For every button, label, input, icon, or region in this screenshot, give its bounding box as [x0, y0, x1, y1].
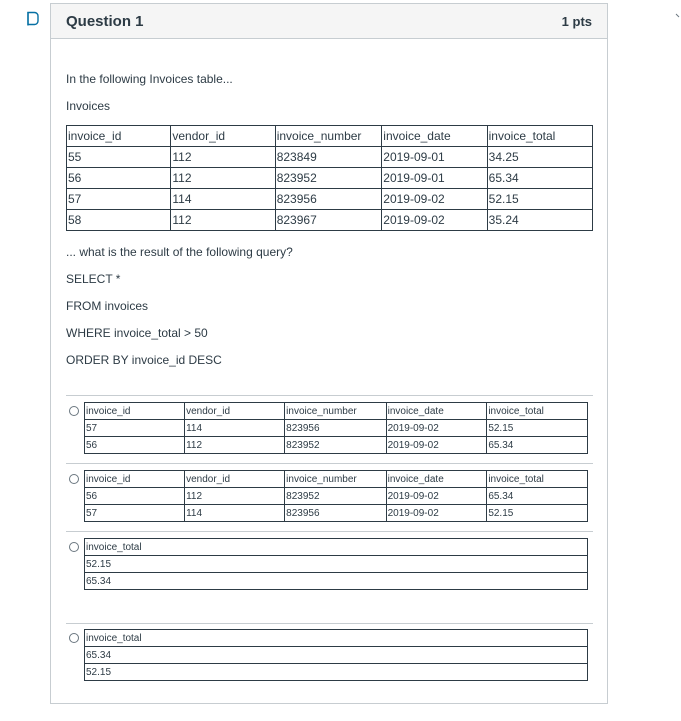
query-line-order: ORDER BY invoice_id DESC — [66, 353, 222, 367]
radio-button-icon[interactable] — [69, 633, 79, 643]
header-cell: invoice_id — [85, 471, 185, 488]
header-cell: invoice_total — [487, 471, 588, 488]
table-cell: 2019-09-01 — [382, 168, 487, 189]
table-cell: 2019-09-02 — [382, 210, 487, 231]
table-cell: 56 — [85, 488, 185, 505]
table-cell: 112 — [185, 437, 285, 454]
table-cell: 57 — [85, 420, 185, 437]
table-cell: 65.34 — [487, 488, 588, 505]
header-cell: invoice_date — [386, 471, 487, 488]
table-row — [85, 556, 588, 573]
table-caption: Invoices — [66, 99, 111, 113]
table-cell: 52.15 — [85, 664, 588, 681]
table-cell: 2019-09-01 — [382, 147, 487, 168]
table-cell: 2019-09-02 — [386, 437, 487, 454]
answer-divider — [66, 395, 593, 396]
header-cell: invoice_total — [85, 630, 588, 647]
table-cell: 823952 — [285, 437, 386, 454]
answer-table-2 — [84, 470, 588, 522]
header-cell: invoice_date — [386, 403, 487, 420]
table-cell: 35.24 — [487, 210, 592, 231]
table-cell: 34.25 — [487, 147, 592, 168]
table-cell: 52.15 — [85, 556, 588, 573]
table-cell: 114 — [185, 505, 285, 522]
radio-button-icon[interactable] — [69, 406, 79, 416]
table-cell: 112 — [171, 168, 275, 189]
query-line-select: SELECT * — [66, 272, 121, 286]
table-row — [67, 189, 593, 210]
header-cell: invoice_number — [275, 126, 382, 147]
answer-divider — [66, 463, 593, 464]
table-cell: 57 — [67, 189, 171, 210]
table-cell: 823956 — [275, 189, 382, 210]
header-cell: invoice_total — [85, 539, 588, 556]
table-cell: 65.34 — [487, 168, 592, 189]
header-cell: invoice_number — [285, 403, 386, 420]
table-cell: 823952 — [275, 168, 382, 189]
header-cell: invoice_id — [85, 403, 185, 420]
table-cell: 55 — [67, 147, 171, 168]
table-cell: 2019-09-02 — [386, 488, 487, 505]
table-cell: 114 — [185, 420, 285, 437]
table-cell: 52.15 — [487, 189, 592, 210]
table-header-row — [85, 403, 588, 420]
table-header-row — [67, 126, 593, 147]
table-row — [85, 647, 588, 664]
header-cell: invoice_date — [382, 126, 487, 147]
table-cell: 58 — [67, 210, 171, 231]
invoices-table — [66, 125, 593, 231]
header-cell: vendor_id — [185, 471, 285, 488]
table-cell: 2019-09-02 — [386, 420, 487, 437]
question-points: 1 pts — [561, 14, 592, 29]
table-row — [85, 437, 588, 454]
question-card — [50, 3, 608, 704]
table-cell: 56 — [67, 168, 171, 189]
answer-divider — [66, 623, 593, 624]
table-cell: 823952 — [285, 488, 386, 505]
table-cell: 112 — [171, 210, 275, 231]
answer-table-4 — [84, 629, 588, 681]
table-cell: 114 — [171, 189, 275, 210]
header-cell: invoice_total — [487, 126, 592, 147]
table-cell: 823956 — [285, 420, 386, 437]
answer-divider — [66, 531, 593, 532]
answer-table-3 — [84, 538, 588, 590]
table-header-row — [85, 539, 588, 556]
answer-table-1 — [84, 402, 588, 454]
edge-mark-icon — [675, 10, 681, 22]
table-row — [67, 210, 593, 231]
table-cell: 52.15 — [487, 505, 588, 522]
query-line-from: FROM invoices — [66, 299, 149, 313]
question-intro: In the following Invoices table... — [66, 72, 233, 86]
table-row — [85, 420, 588, 437]
question-prompt: ... what is the result of the following query? — [66, 245, 293, 259]
header-cell: invoice_number — [285, 471, 386, 488]
table-cell: 65.34 — [85, 573, 588, 590]
table-cell: 65.34 — [487, 437, 588, 454]
table-header-row — [85, 471, 588, 488]
table-cell: 57 — [85, 505, 185, 522]
table-cell: 65.34 — [85, 647, 588, 664]
table-row — [67, 168, 593, 189]
question-header — [51, 4, 607, 39]
table-cell: 823967 — [275, 210, 382, 231]
query-line-where: WHERE invoice_total > 50 — [66, 326, 208, 340]
table-cell: 112 — [185, 488, 285, 505]
radio-button-icon[interactable] — [69, 542, 79, 552]
flag-question-icon[interactable] — [26, 11, 39, 26]
table-row — [85, 488, 588, 505]
table-header-row — [85, 630, 588, 647]
table-row — [85, 664, 588, 681]
table-cell: 2019-09-02 — [386, 505, 487, 522]
header-cell: invoice_total — [487, 403, 588, 420]
header-cell: vendor_id — [171, 126, 275, 147]
table-cell: 56 — [85, 437, 185, 454]
table-cell: 2019-09-02 — [382, 189, 487, 210]
header-cell: vendor_id — [185, 403, 285, 420]
radio-button-icon[interactable] — [69, 474, 79, 484]
header-cell: invoice_id — [67, 126, 171, 147]
question-title: Question 1 — [66, 13, 144, 30]
table-row — [67, 147, 593, 168]
table-row — [85, 505, 588, 522]
table-row — [85, 573, 588, 590]
table-cell: 823849 — [275, 147, 382, 168]
table-cell: 823956 — [285, 505, 386, 522]
table-cell: 52.15 — [487, 420, 588, 437]
table-cell: 112 — [171, 147, 275, 168]
